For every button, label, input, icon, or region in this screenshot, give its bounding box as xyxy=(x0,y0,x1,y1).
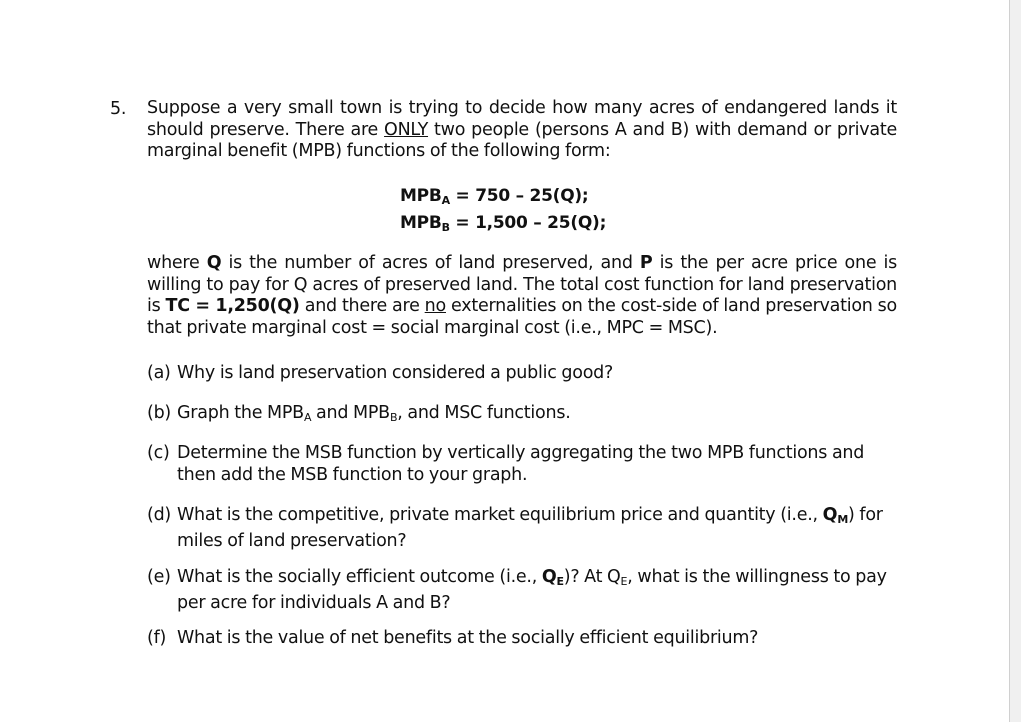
part-c-text: Determine the MSB function by vertically aggregating the two MPB functions and then add the MSB function to your graph. xyxy=(177,443,865,485)
part-b-sub-a: A xyxy=(303,411,312,424)
viewer-edge xyxy=(1009,0,1021,722)
question-number: 5. xyxy=(110,99,127,119)
definitions-paragraph xyxy=(147,253,897,340)
part-f-label: (f) xyxy=(147,628,167,648)
part-b xyxy=(147,403,897,429)
part-a xyxy=(147,363,897,385)
eq-a-rhs: = 750 – 25(Q); xyxy=(449,186,589,206)
where-q-bold: Q xyxy=(206,253,222,273)
part-b-text xyxy=(177,403,897,429)
eq-a-lhs: MPB xyxy=(400,186,442,206)
equation-mpb-b xyxy=(400,212,606,239)
part-d-label: (d) xyxy=(147,505,172,525)
part-d-t2: ) for miles of land preservation? xyxy=(177,505,883,551)
part-d-sub-m: M xyxy=(837,513,849,526)
part-e-t3: , what is the willingness to pay per acre for individuals A and B? xyxy=(177,567,887,613)
part-a-text: Why is land preservation considered a public good? xyxy=(177,363,614,383)
part-e-sub-e: E xyxy=(556,575,564,588)
part-e-t1: What is the socially efficient outcome (i.e., xyxy=(177,567,542,587)
part-b-label: (b) xyxy=(147,403,172,423)
question-intro xyxy=(147,98,897,163)
where-text-5: externalities on the cost-side of land preservation so that private marginal cost = social marginal cost (i.e., MPC = MSC). xyxy=(147,296,898,339)
part-e-text xyxy=(177,567,897,614)
eq-a-sub: A xyxy=(441,194,450,207)
total-cost-bold: TC = 1,250(Q) xyxy=(165,296,300,317)
equations xyxy=(400,185,606,239)
part-b-sub-b: B xyxy=(389,411,398,424)
eq-b-lhs: MPB xyxy=(400,213,442,233)
part-f-text: What is the value of net benefits at the socially efficient equilibrium? xyxy=(177,628,759,648)
part-a-label: (a) xyxy=(147,363,171,383)
part-e xyxy=(147,567,897,614)
where-p-bold: P xyxy=(639,253,653,273)
part-d-t1: What is the competitive, private market equilibrium price and quantity (i.e., xyxy=(177,505,823,525)
eq-b-sub: B xyxy=(441,221,450,234)
intro-text-1: Suppose a very small town is trying to decide how many acres of endangered lands it should preserve. There are xyxy=(147,98,897,140)
part-e-t2: )? At Q xyxy=(563,567,621,587)
where-text-3: is the per acre price one is willing to pay for Q acres of preserved land. The total cost function for land preservation is xyxy=(147,253,898,317)
part-f xyxy=(147,628,897,650)
intro-text-2: two people (persons A and B) with demand or private marginal benefit (MPB) functions of the following form: xyxy=(147,119,897,162)
only-underlined: ONLY xyxy=(384,119,429,140)
where-text-1: where xyxy=(147,253,207,273)
part-b-t1: Graph the MPB xyxy=(177,403,304,423)
part-c-label: (c) xyxy=(147,443,170,463)
part-d-text xyxy=(177,505,897,552)
no-underlined: no xyxy=(424,296,446,317)
part-b-t2: and MPB xyxy=(311,403,390,423)
part-e-label: (e) xyxy=(147,567,171,587)
part-d xyxy=(147,505,897,552)
part-e-q: Q xyxy=(541,567,557,587)
part-b-t3: , and MSC functions. xyxy=(397,403,571,423)
equation-mpb-a xyxy=(400,185,606,212)
part-d-q: Q xyxy=(822,505,838,525)
part-e-sub-e2: E xyxy=(620,575,628,588)
eq-b-rhs: = 1,500 – 25(Q); xyxy=(449,213,607,233)
where-text-4: and there are xyxy=(299,296,425,317)
part-c xyxy=(147,443,897,486)
where-text-2: is the number of acres of land preserved, and xyxy=(221,253,640,273)
